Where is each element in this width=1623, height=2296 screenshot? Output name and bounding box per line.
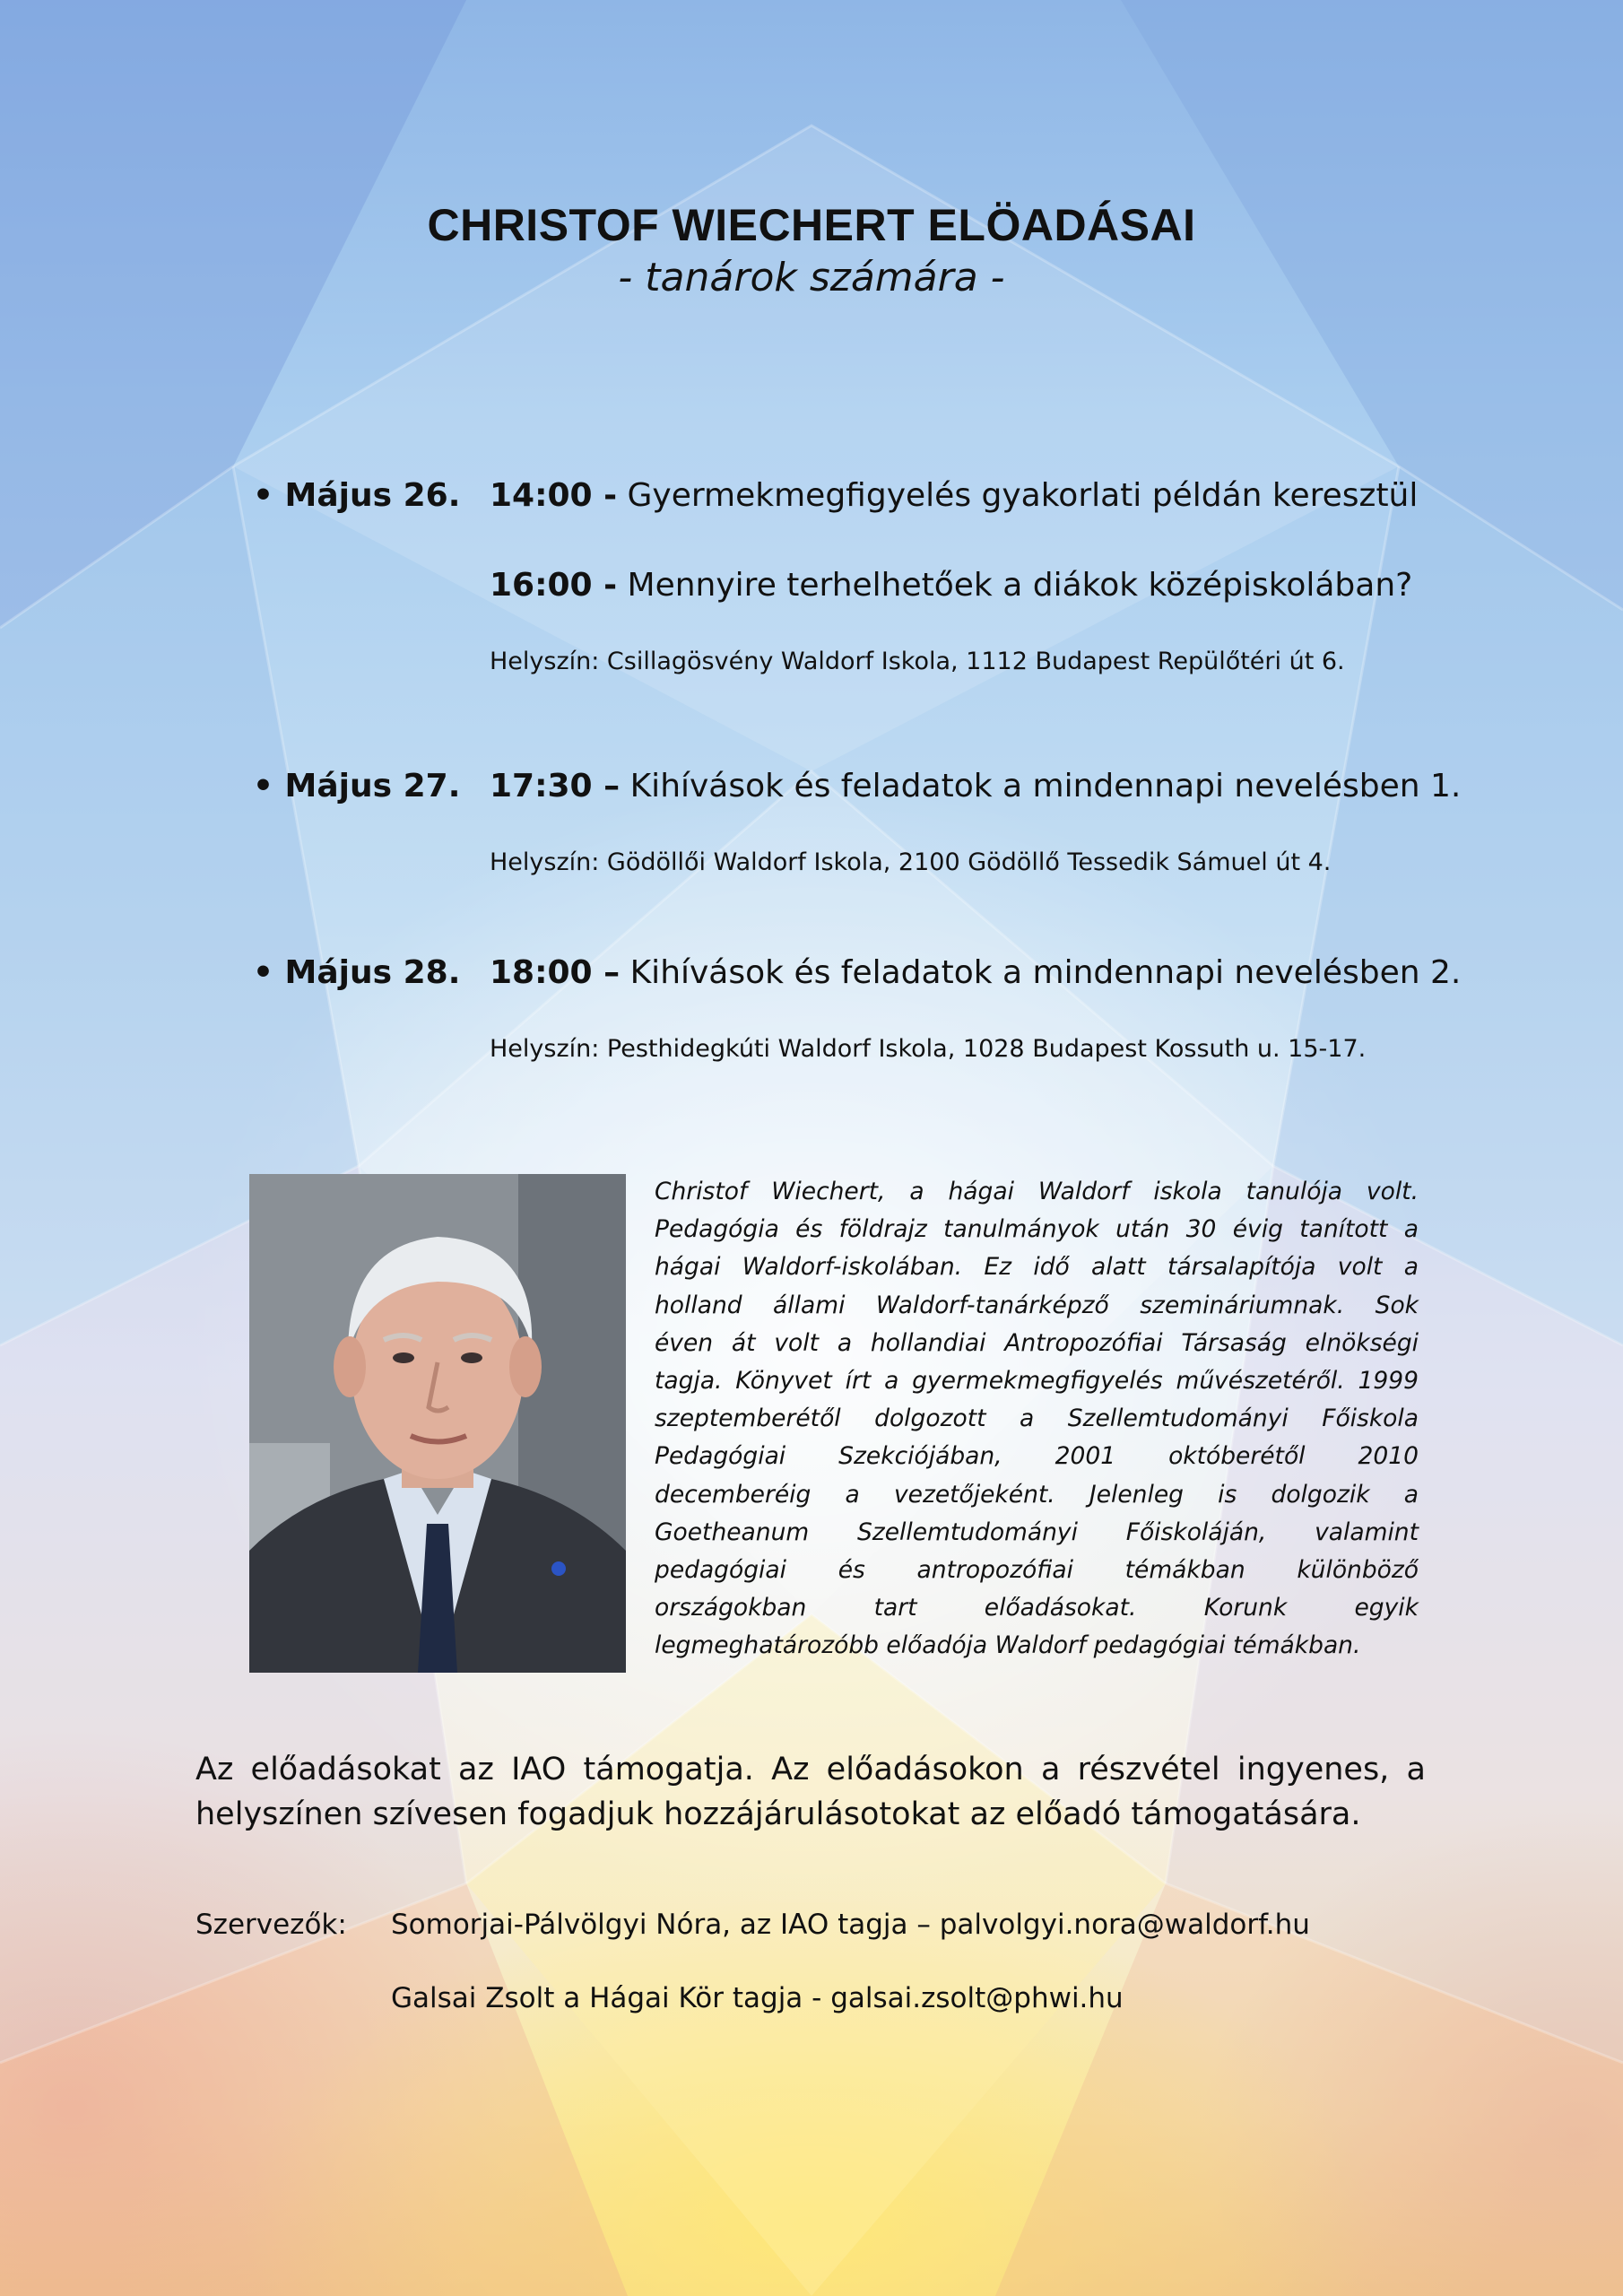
bio-line: pedagógiai és antropozófiai témákban különböző (655, 1556, 1419, 1585)
bio-line: országokban tart előadásokat. Korunk egyik (655, 1594, 1419, 1622)
speaker-biography (655, 1173, 1419, 1665)
bio-line: Christof Wiechert, a hágai Waldorf iskola tanulója volt. (655, 1178, 1419, 1205)
bio-line: holland állami Waldorf-tanárképző szemináriumnak. Sok (655, 1291, 1419, 1319)
page-subtitle: - tanárok számára - (618, 255, 1005, 300)
bio-line: Pedagógiai Szekciójában, 2001 októberétől 2010 (655, 1442, 1419, 1471)
support-line: helyszínen szívesen fogadjuk hozzájárulásotokat az előadó támogatására. (195, 1796, 1361, 1832)
schedule-talk-2a (490, 768, 1461, 804)
support-note (195, 1747, 1426, 1837)
talk-topic: Gyermekmegfigyelés gyakorlati példán keresztül (627, 477, 1419, 514)
talk-topic: Kihívások és feladatok a mindennapi nevelésben 2. (629, 954, 1462, 991)
support-line: Az előadásokat az IAO támogatja. Az előadásokon a részvétel ingyenes, a (195, 1752, 1426, 1787)
bio-line: tagja. Könyvet írt a gyermekmegfigyelés művészetéről. 1999 (655, 1367, 1419, 1396)
schedule-venue-3: Helyszín: Pesthidegkúti Waldorf Iskola, 1028 Budapest Kossuth u. 15-17. (490, 1035, 1367, 1063)
portrait-photo-icon (249, 1174, 626, 1673)
speaker-photo (249, 1174, 626, 1673)
schedule-talk-1b (490, 567, 1412, 604)
bio-line: Pedagógia és földrajz tanulmányok után 30 évig tanított a (655, 1215, 1419, 1244)
talk-topic: Kihívások és feladatok a mindennapi nevelésben 1. (629, 768, 1462, 804)
organizer-1: Somorjai-Pálvölgyi Nóra, az IAO tagja – palvolgyi.nora@waldorf.hu (391, 1909, 1310, 1941)
bio-line: éven át volt a hollandiai Antropozófiai Társaság elnökségi (655, 1328, 1419, 1357)
bio-line: legmeghatározóbb előadója Waldorf pedagógiai témákban. (655, 1631, 1361, 1660)
schedule-date-3: • Május 28. (253, 954, 461, 991)
talk-time: 16:00 - (490, 567, 618, 604)
talk-topic: Mennyire terhelhetőek a diákok középiskolában? (627, 567, 1413, 604)
bio-line: hágai Waldorf-iskolában. Ez idő alatt társalapítója volt a (655, 1253, 1419, 1282)
talk-time: 17:30 – (490, 768, 621, 804)
talk-time: 14:00 - (490, 477, 618, 514)
schedule-date-1: • Május 26. (253, 477, 461, 514)
schedule-venue-2: Helyszín: Gödöllői Waldorf Iskola, 2100 Gödöllő Tessedik Sámuel út 4. (490, 848, 1332, 876)
bio-line: szeptemberétől dolgozott a Szellemtudományi Főiskola (655, 1405, 1419, 1433)
bio-line: decemberéig a vezetőjeként. Jelenleg is dolgozik a (655, 1480, 1419, 1509)
schedule-talk-3a (490, 954, 1461, 991)
schedule-date-2: • Május 27. (253, 768, 461, 804)
bio-line: Goetheanum Szellemtudományi Főiskoláján, valamint (655, 1518, 1419, 1546)
talk-time: 18:00 – (490, 954, 621, 991)
page-title: CHRISTOF WIECHERT ELÖADÁSAI (427, 200, 1196, 250)
schedule-talk-1a (490, 477, 1418, 514)
organizers-label: Szervezők: (195, 1909, 347, 1941)
schedule-venue-1: Helyszín: Csillagösvény Waldorf Iskola, 1112 Budapest Repülőtéri út 6. (490, 648, 1345, 675)
organizer-2: Galsai Zsolt a Hágai Kör tagja - galsai.zsolt@phwi.hu (391, 1982, 1124, 2014)
